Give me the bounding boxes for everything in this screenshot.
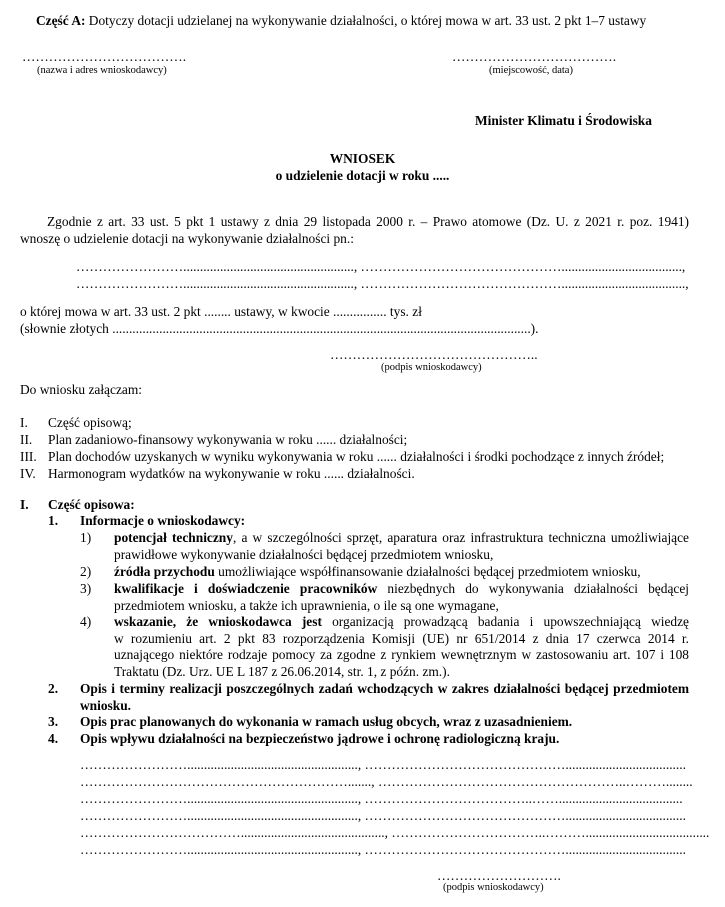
intro-line-2: wnoszę o udzielenie dotacji na wykonywanie działalności pn.: xyxy=(20,231,354,246)
activity-line: ……………………..................................................., ………………………………………....................................., xyxy=(76,276,689,291)
item-num: 4. xyxy=(48,731,59,746)
attachment-text: Plan zadaniowo-finansowy wykonywania w roku ...... działalności; xyxy=(48,432,408,447)
amount-line-1: o której mowa w art. 33 ust. 2 pkt ........ ustawy, w kwocie ................ tys. zł xyxy=(20,304,422,319)
signature-dots: ………………………. xyxy=(437,868,561,883)
place-date-dots: ………………………………. xyxy=(452,49,617,64)
sub-num: 2) xyxy=(80,564,92,579)
sub-item-line: niezbędnych do wykonywania działalności będącej xyxy=(377,581,689,596)
attachment-text: Harmonogram wydatków na wykonywanie w roku ...... działalności. xyxy=(48,466,415,481)
sub-item-line: , a w szczególności sprzęt, aparatura oraz infrastruktura techniczna umożliwiające xyxy=(232,530,689,545)
description-line: ……………………..................................................., ………………………………..……..................................... xyxy=(80,791,683,806)
sub-item-line: uznającego niektóre rodzaje pomocy za zgodne z rynkiem wewnętrznym w zastosowaniu art. 107 i 108 xyxy=(114,647,689,662)
signature-dots: ……………………………………….. xyxy=(330,347,538,362)
applicant-caption: (nazwa i adres wnioskodawcy) xyxy=(37,65,167,76)
sub-item-text xyxy=(114,529,689,546)
attachment-num: IV. xyxy=(20,466,36,481)
sub-item-line: Traktatu (Dz. Urz. UE L 187 z 26.06.2014, str. 1, z późn. zm.). xyxy=(114,664,450,679)
sub-item-bold: kwalifikacje i doświadczenie pracowników xyxy=(114,581,378,596)
sub-item-line: przedmiotem wniosku, a także ich uprawnienia, o ile są one wymagane, xyxy=(114,598,499,613)
attachment-text: Plan dochodów uzyskanych w wyniku wykonywania w roku ...... działalności i środki pochodzące z innych źródeł; xyxy=(48,449,665,464)
sub-item-bold: wskazanie, że wnioskodawca jest xyxy=(114,614,322,629)
sub-item-bold: źródła przychodu xyxy=(114,564,215,579)
attachments-heading: Do wniosku załączam: xyxy=(20,382,142,397)
description-line: ……………………………………………………......., ………………………………………………..………........ xyxy=(80,774,693,789)
sub-item-line: umożliwiające współfinansowanie działalności będącej przedmiotem wniosku, xyxy=(214,564,641,579)
intro-line-1: Zgodnie z art. 33 ust. 5 pkt 1 ustawy z dnia 29 listopada 2000 r. – Prawo atomowe (Dz. U. z 2021 r. poz. 1941) xyxy=(47,214,689,229)
section-title: Część opisowa: xyxy=(48,497,135,512)
description-line: ……………………..................................................., ……………………………………….................................... xyxy=(80,808,686,823)
applicant-dots: ………………………………. xyxy=(22,49,187,64)
attachment-num: I. xyxy=(20,415,28,430)
part-header xyxy=(36,12,646,29)
item-text: wniosku. xyxy=(80,698,131,713)
sub-item-line: organizacją prowadzącą badania i upowszechniającą wiedzę xyxy=(321,614,689,629)
item-num: 1. xyxy=(48,513,59,528)
description-line: ……………………..................................................., ……………………………………….................................... xyxy=(80,842,686,857)
item-text: Opis wpływu działalności na bezpieczeństwo jądrowe i ochronę radiologiczną kraju. xyxy=(80,731,560,746)
sub-num: 1) xyxy=(80,530,92,545)
description-line: ……………………..................................................., ……………………………………….................................... xyxy=(80,757,686,772)
addressee: Minister Klimatu i Środowiska xyxy=(475,113,652,128)
item-text: Opis i terminy realizacji poszczególnych zadań wchodzących w zakres działalności będącej przedmiotem xyxy=(80,681,689,696)
attachment-num: III. xyxy=(20,449,37,464)
item-num: 2. xyxy=(48,681,59,696)
activity-line: ……………………..................................................., ………………………………………...................................., xyxy=(76,259,686,274)
attachment-num: II. xyxy=(20,432,33,447)
sub-item-text xyxy=(114,563,641,580)
sub-item-text xyxy=(114,580,689,597)
item-num: 3. xyxy=(48,714,59,729)
sub-item-text xyxy=(114,613,689,630)
form-title: WNIOSEK xyxy=(329,151,396,166)
description-line: ………………………………..........................................., ……………………………..………..................................... xyxy=(80,825,710,840)
sub-num: 3) xyxy=(80,581,92,596)
amount-line-2: (słownie złotych .............................................................................................................................). xyxy=(20,321,539,336)
attachment-text: Część opisową; xyxy=(48,415,132,430)
sub-item-line: w rozumieniu art. 2 pkt 83 rozporządzenia Komisji (UE) nr 651/2014 z dnia 17 czerwca 2014 r. xyxy=(114,631,689,646)
sub-item-line: prawidłowe wykonywanie działalności będącej przedmiotem wniosku, xyxy=(114,547,494,562)
item-title: Informacje o wnioskodawcy: xyxy=(80,513,246,528)
form-subtitle: o udzielenie dotacji w roku ..... xyxy=(275,168,450,183)
part-text: Dotyczy dotacji udzielanej na wykonywanie działalności, o której mowa w art. 33 ust. 2 pkt 1–7 ustawy xyxy=(85,13,647,28)
sub-item-bold: potencjał techniczny xyxy=(114,530,233,545)
part-label: Część A: xyxy=(36,13,86,28)
signature-caption: (podpis wnioskodawcy) xyxy=(381,362,482,373)
place-date-caption: (miejscowość, data) xyxy=(489,65,573,76)
sub-num: 4) xyxy=(80,614,92,629)
signature-caption: (podpis wnioskodawcy) xyxy=(443,882,544,893)
section-num: I. xyxy=(20,497,29,512)
item-text: Opis prac planowanych do wykonania w ramach usług obcych, wraz z uzasadnieniem. xyxy=(80,714,573,729)
